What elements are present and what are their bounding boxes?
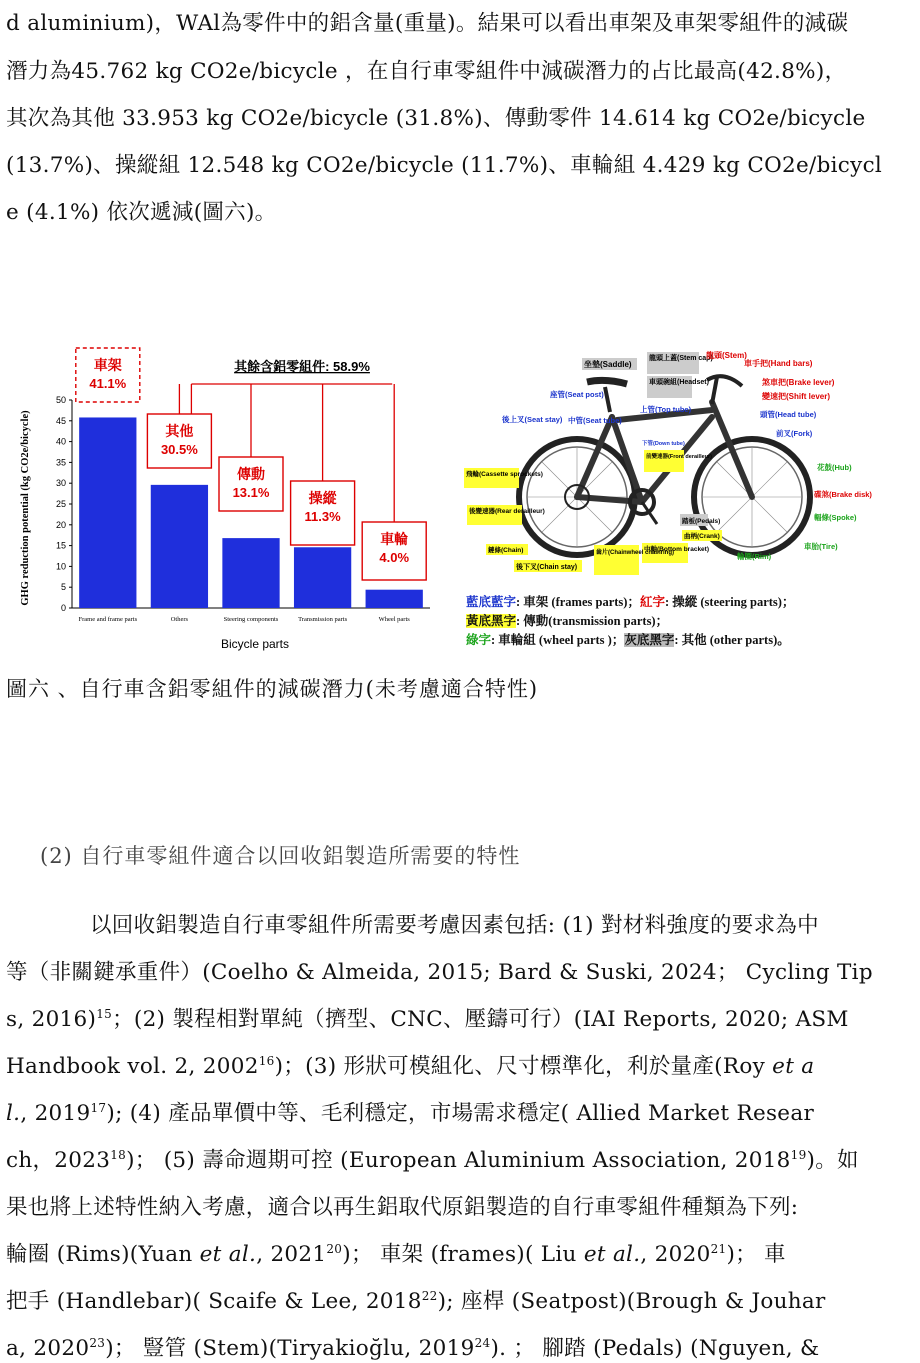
label-saddle: 坐墊(Saddle) bbox=[584, 360, 632, 369]
annotation-name: 操縱 bbox=[308, 490, 337, 506]
p2l9-b: ); 座桿 (Seatpost)(Brough & Jouhar bbox=[437, 1289, 826, 1314]
paragraph1-line3: 其次為其他 33.953 kg CO2e/bicycle (31.8%)、傳動零件 14.614 kg CO2e/bicycle bbox=[6, 106, 866, 131]
p2l5-ital: l. bbox=[6, 1101, 21, 1126]
chart-title: 其餘含鋁零組件: 58.9% bbox=[234, 359, 370, 374]
p2l6-sup: 18 bbox=[110, 1147, 127, 1162]
legend-line3 bbox=[466, 630, 790, 648]
y-tick-label: 10 bbox=[55, 561, 66, 572]
p2l3-a: s, 2016) bbox=[6, 1007, 97, 1032]
chart-ylabel: GHG reduction potential (kg CO2e/bicycle) bbox=[20, 410, 31, 606]
x-tick-label: Others bbox=[170, 616, 189, 623]
p2l3-sup: 15 bbox=[96, 1006, 113, 1021]
legend-red-key: 紅字 bbox=[639, 595, 665, 609]
label-chain: 鏈條(Chain) bbox=[488, 547, 524, 554]
p2l10-c: ). ； 腳踏 (Pedals) (Nguyen, & bbox=[490, 1336, 820, 1361]
p2l5-a: , 2019 bbox=[20, 1101, 91, 1126]
paragraph2-line8 bbox=[6, 1237, 786, 1268]
legend-line1 bbox=[466, 592, 794, 610]
annotation-pct: 13.1% bbox=[232, 485, 270, 500]
legend-frames: : 車架 (frames parts)； bbox=[516, 595, 640, 609]
label-shift-lever: 變速把(Shift lever) bbox=[762, 392, 831, 401]
p2l6-c: )。如 bbox=[806, 1148, 859, 1173]
label-front-derailleur: 前變速器(Front derailleur) bbox=[646, 454, 713, 460]
p2l8-sup2: 21 bbox=[710, 1241, 727, 1256]
label-chainring: 齒片(Chainwheel chainring) bbox=[596, 550, 675, 556]
paragraph2-line9 bbox=[6, 1284, 826, 1315]
label-crank: 曲柄(Crank) bbox=[684, 533, 720, 540]
label-top-tube: 上管(Top tube) bbox=[640, 405, 692, 414]
bar bbox=[366, 590, 423, 608]
annotation-name: 車架 bbox=[93, 357, 122, 373]
p2l8-b: , 2021 bbox=[256, 1242, 327, 1267]
paragraph1-line1: d aluminium)，WAl為零件中的鋁含量(重量)。結果可以看出車架及車架零組件的減碳 bbox=[6, 11, 849, 36]
bar-chart bbox=[10, 340, 450, 655]
bar bbox=[222, 538, 279, 608]
label-spoke: 輻條(Spoke) bbox=[814, 513, 857, 522]
p2l10-sup: 23 bbox=[89, 1335, 106, 1350]
label-cassette: 飛輪(Cassette sprockets) bbox=[466, 471, 543, 478]
label-seat-post: 座管(Seat post) bbox=[550, 390, 604, 399]
y-tick-label: 0 bbox=[60, 603, 66, 613]
bicycle-diagram bbox=[462, 342, 917, 587]
p2l4-sup: 16 bbox=[258, 1053, 275, 1068]
x-tick-label: Wheel parts bbox=[378, 616, 410, 623]
legend-steering: : 操縱 (steering parts)； bbox=[664, 595, 795, 609]
annotation-pct: 4.0% bbox=[379, 550, 410, 565]
annotation-name: 車輪 bbox=[380, 531, 409, 547]
y-tick-label: 20 bbox=[55, 519, 66, 530]
label-seat-tube: 中管(Seat tube) bbox=[568, 416, 622, 425]
p2l8-e: )； 車 bbox=[726, 1242, 786, 1267]
legend-wheel: : 車輪組 (wheel parts )； bbox=[491, 633, 625, 647]
legend-gray-key: 灰底黑字 bbox=[624, 633, 675, 647]
paragraph2-line7: 果也將上述特性納入考慮，適合以再生鋁取代原鋁製造的自行車零組件種類為下列: bbox=[6, 1195, 799, 1220]
label-headset: 車頭碗組(Headset) bbox=[649, 379, 709, 386]
p2l8-c: )； 車架 (frames)( Liu bbox=[342, 1242, 584, 1267]
p2l4-a: Handbook vol. 2, 2002 bbox=[6, 1054, 259, 1079]
p2l8-ital2: et al. bbox=[583, 1242, 641, 1267]
label-tire: 車胎(Tire) bbox=[804, 542, 838, 551]
annotation-name: 傳動 bbox=[237, 466, 265, 482]
label-hand-bars: 車手把(Hand bars) bbox=[744, 359, 813, 368]
p2l4-b: )；(3) 形狀可模組化、尺寸標準化，利於量產(Roy bbox=[274, 1054, 773, 1079]
paragraph2-line6 bbox=[6, 1143, 859, 1174]
paragraph2-line4 bbox=[6, 1049, 814, 1080]
bar bbox=[151, 485, 208, 608]
y-tick-label: 25 bbox=[55, 499, 66, 509]
p2l5-sup: 17 bbox=[90, 1100, 107, 1115]
label-fork: 前叉(Fork) bbox=[776, 429, 813, 438]
figure-caption: 圖六 、自行車含鋁零組件的減碳潛力(未考慮適合特性) bbox=[6, 677, 539, 701]
label-pedals: 踏板(Pedals) bbox=[682, 518, 721, 525]
p2l8-a: 輪圈 (Rims)(Yuan bbox=[6, 1242, 200, 1267]
chart-xlabel: Bicycle parts bbox=[220, 637, 290, 651]
legend-yellow-key: 黃底黑字 bbox=[466, 614, 517, 628]
label-head-tube: 頭管(Head tube) bbox=[760, 410, 817, 419]
legend-blue-key: 藍底藍字 bbox=[466, 595, 517, 609]
x-tick-label: Steering components bbox=[223, 616, 279, 623]
p2l4-ital: et a bbox=[772, 1054, 815, 1079]
label-brake-disk: 碟煞(Brake disk) bbox=[814, 490, 872, 499]
annotation-pct: 11.3% bbox=[304, 509, 341, 524]
annotation-pct: 30.5% bbox=[160, 442, 198, 457]
paragraph2-line3 bbox=[6, 1002, 849, 1033]
label-chain-stay: 後下叉(Chain stay) bbox=[516, 564, 578, 571]
label-stem-cap: 龍頭上蓋(Stem cap) bbox=[649, 355, 713, 362]
p2l9-sup: 22 bbox=[421, 1288, 438, 1303]
paragraph1-line2: 潛力為45.762 kg CO2e/bicycle ，在自行車零組件中減碳潛力的占比最高(42.8%)， bbox=[6, 59, 847, 84]
p2l6-sup2: 19 bbox=[790, 1147, 807, 1162]
p2l10-a: a, 2020 bbox=[6, 1336, 90, 1361]
paragraph2-line10 bbox=[6, 1331, 819, 1362]
y-tick-label: 45 bbox=[55, 415, 66, 426]
x-tick-label: Transmission parts bbox=[298, 616, 348, 623]
bar bbox=[294, 547, 351, 608]
paragraph2-line5 bbox=[6, 1096, 814, 1127]
p2l6-b: )； (5) 壽命週期可控 (European Aluminium Association, 2018 bbox=[126, 1148, 791, 1173]
paragraph2-line2: 等（非關鍵承重件）(Coelho & Almeida, 2015; Bard & Suski, 2024； Cycling Tip bbox=[6, 960, 873, 985]
annotation-name: 其他 bbox=[165, 423, 194, 439]
label-down-tube: 下管(Down tube) bbox=[642, 441, 685, 447]
p2l3-b: ；(2) 製程相對單純（擠型、CNC、壓鑄可行）(IAI Reports, 2020; ASM bbox=[112, 1007, 849, 1032]
y-tick-label: 30 bbox=[55, 478, 66, 489]
label-stem: 龍頭(Stem) bbox=[706, 351, 747, 360]
label-hub: 花鼓(Hub) bbox=[817, 463, 852, 472]
y-tick-label: 5 bbox=[60, 582, 66, 593]
paragraph1-line5: e (4.1%) 依次遞減(圖六)。 bbox=[6, 200, 277, 225]
label-rear-derailleur: 後變速器(Rear derailleur) bbox=[469, 508, 545, 515]
label-rim: 輪圈(Rim) bbox=[737, 552, 772, 561]
p2l8-ital: et al. bbox=[199, 1242, 257, 1267]
legend-green-key: 綠字 bbox=[466, 633, 492, 647]
paragraph2-line1: 以回收鋁製造自行車零組件所需要考慮因素包括: (1) 對材料強度的要求為中 bbox=[90, 913, 819, 938]
p2l8-sup: 20 bbox=[326, 1241, 343, 1256]
legend-other: : 其他 (other parts)。 bbox=[674, 633, 790, 647]
p2l6-a: ch，2023 bbox=[6, 1148, 111, 1173]
x-tick-label: Frame and frame parts bbox=[78, 616, 138, 623]
y-tick-label: 50 bbox=[55, 395, 66, 405]
y-tick-label: 35 bbox=[55, 457, 66, 468]
annotation-pct: 41.1% bbox=[89, 376, 127, 391]
label-bottom-bracket: 中軸(Bottom bracket) bbox=[644, 546, 710, 553]
label-brake-lever: 煞車把(Brake lever) bbox=[762, 378, 835, 387]
legend-line2 bbox=[466, 611, 668, 629]
p2l10-b: )； 豎管 (Stem)(Tiryakioğlu, 2019 bbox=[105, 1336, 475, 1361]
y-tick-label: 15 bbox=[55, 540, 66, 551]
bar bbox=[79, 417, 136, 608]
p2l9-a: 把手 (Handlebar)( Scaife & Lee, 2018 bbox=[6, 1289, 422, 1314]
label-seat-stay: 後上叉(Seat stay) bbox=[502, 415, 563, 424]
y-tick-label: 40 bbox=[55, 436, 66, 447]
p2l10-sup2: 24 bbox=[474, 1335, 491, 1350]
legend-transmission: : 傳動(transmission parts)； bbox=[516, 614, 669, 628]
paragraph1-line4: (13.7%)、操縱組 12.548 kg CO2e/bicycle (11.7%)、車輪組 4.429 kg CO2e/bicycl bbox=[6, 153, 883, 178]
section-subheading: (2) 自行車零組件適合以回收鋁製造所需要的特性 bbox=[40, 844, 521, 868]
p2l5-b: ); (4) 產品單價中等、毛利穩定，市場需求穩定( Allied Market Resear bbox=[106, 1101, 815, 1126]
p2l8-d: , 2020 bbox=[640, 1242, 711, 1267]
